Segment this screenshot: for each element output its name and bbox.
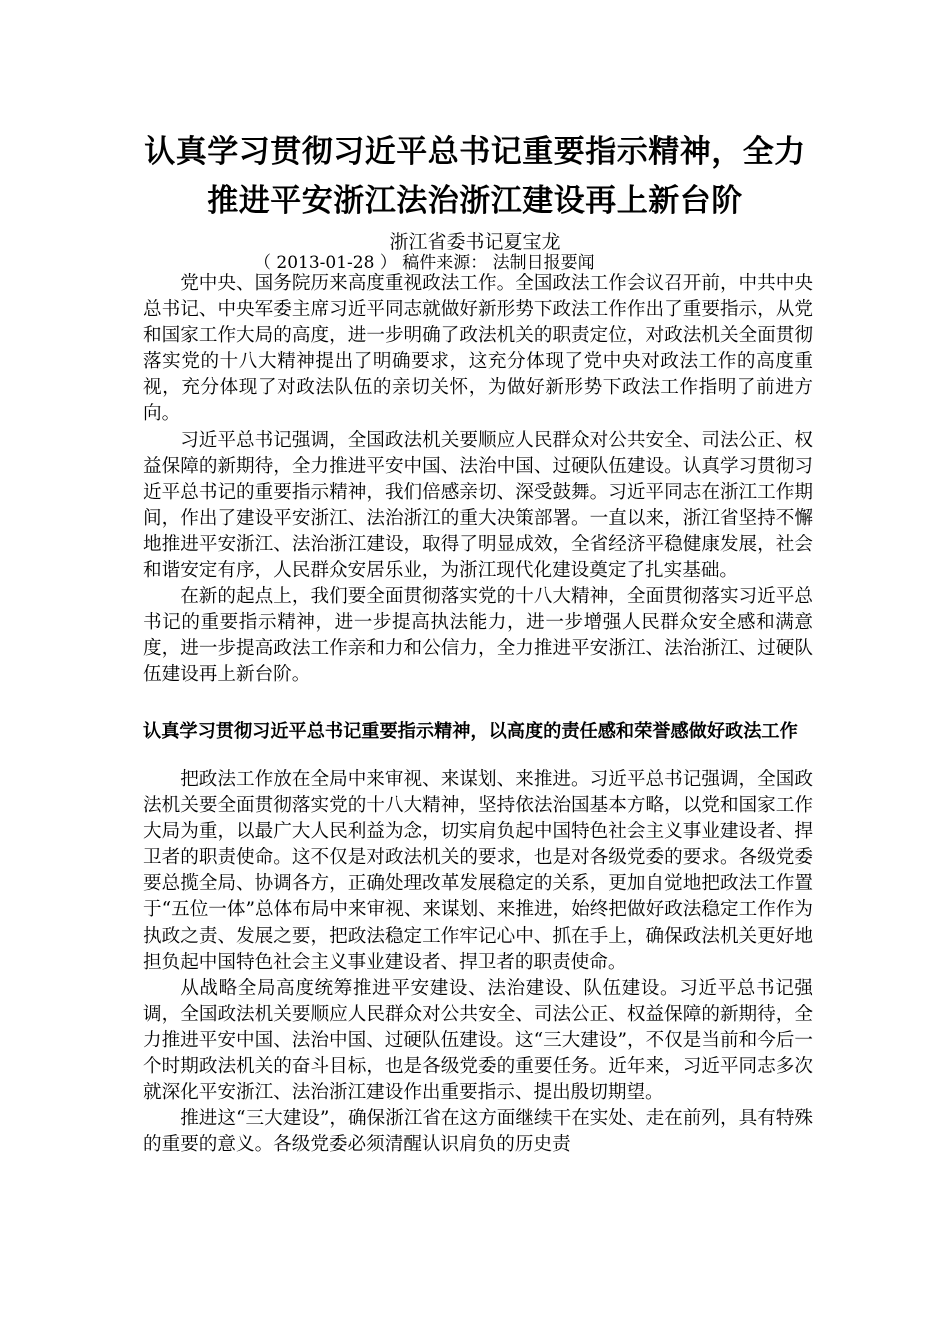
section-body (143, 767, 813, 1158)
article-title-line-1: 认真学习贯彻习近平总书记重要指示精神，全力 (144, 134, 806, 170)
body-paragraph: 从战略全局高度统筹推进平安建设、法治建设、队伍建设。习近平总书记强调，全国政法机关要顺应人民群众对公共安全、司法公正、权益保障的新期待，全力推进平安中国、法治中国、过硬队伍建设。这“三大建设”，不仅是当前和今后一个时期政法机关的奋斗目标，也是各级党委的重要任务。近年来，习近平同志多次就深化平安浙江、法治浙江建设作出重要指示、提出殷切期望。 (143, 977, 813, 1104)
section-heading: 认真学习贯彻习近平总书记重要指示精神，以高度的责任感和荣誉感做好政法工作 (143, 721, 798, 742)
body-paragraph: 推进这“三大建设”，确保浙江省在这方面继续干在实处、走在前列，具有特殊的重要的意义。各级党委必须清醒认识肩负的历史责 (143, 1108, 813, 1156)
article-title-line-2: 推进平安浙江法治浙江建设再上新台阶 (207, 183, 743, 219)
body-paragraph: 在新的起点上，我们要全面贯彻落实党的十八大精神，全面贯彻落实习近平总书记的重要指示精神，进一步提高执法能力，进一步增强人民群众安全感和满意度，进一步提高政法工作亲和力和公信力，全力推进平安浙江、法治浙江、过硬队伍建设再上新台阶。 (143, 586, 813, 686)
intro-section (143, 271, 813, 689)
body-paragraph: 把政法工作放在全局中来审视、来谋划、来推进。习近平总书记强调，全国政法机关要全面贯彻落实党的十八大精神，坚持依法治国基本方略，以党和国家工作大局为重，以最广大人民利益为念，切实肩负起中国特色社会主义事业建设者、捍卫者的职责使命。这不仅是对政法机关的要求，也是对各级党委的要求。各级党委要总揽全局、协调各方，正确处理改革发展稳定的关系，更加自觉地把政法工作置于“五位一体”总体布局中来审视、来谋划、来推进，始终把做好政法稳定工作作为执政之责、发展之要，把政法稳定工作牢记心中、抓在手上，确保政法机关更好地担负起中国特色社会主义事业建设者、捍卫者的职责使命。 (143, 769, 813, 973)
article-date-source: （ 2013-01-28 ） 稿件来源： 法制日报要闻 (254, 253, 595, 273)
body-paragraph: 习近平总书记强调，全国政法机关要顺应人民群众对公共安全、司法公正、权益保障的新期待，全力推进平安中国、法治中国、过硬队伍建设。认真学习贯彻习近平总书记的重要指示精神，我们倍感亲切、深受鼓舞。习近平同志在浙江工作期间，作出了建设平安浙江、法治浙江的重大决策部署。一直以来，浙江省坚持不懈地推进平安浙江、法治浙江建设，取得了明显成效，全省经济平稳健康发展，社会和谐安定有序，人民群众安居乐业，为浙江现代化建设奠定了扎实基础。 (143, 429, 813, 582)
body-paragraph: 党中央、国务院历来高度重视政法工作。全国政法工作会议召开前，中共中央总书记、中央军委主席习近平同志就做好新形势下政法工作作出了重要指示，从党和国家工作大局的高度，进一步明确了政法机关的职责定位，对政法机关全面贯彻落实党的十八大精神提出了明确要求，这充分体现了党中央对政法工作的高度重视，充分体现了对政法队伍的亲切关怀，为做好新形势下政法工作指明了前进方向。 (143, 273, 813, 425)
article-author: 浙江省委书记夏宝龙 (389, 231, 561, 253)
